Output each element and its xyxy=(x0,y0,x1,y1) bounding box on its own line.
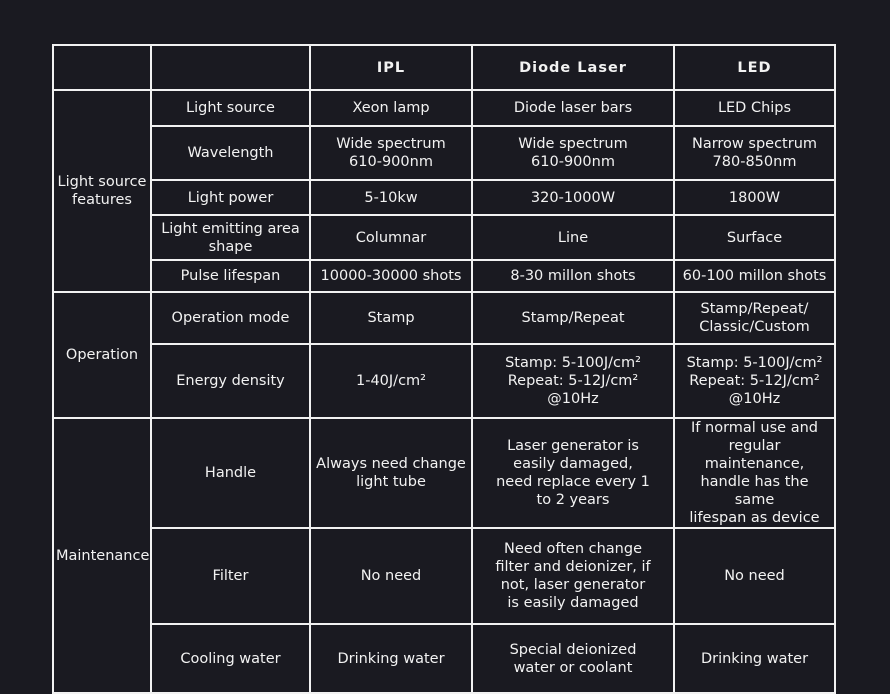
group-label-operation: Operation xyxy=(53,292,151,418)
row-label: Wavelength xyxy=(151,126,310,180)
cell-diode-laser: Laser generator is easily damaged, need replace every 1 to 2 years xyxy=(472,418,674,528)
cell-diode-laser: Stamp: 5-100J/cm² Repeat: 5-12J/cm² @10Hz xyxy=(472,344,674,418)
cell-diode-laser: Stamp/Repeat xyxy=(472,292,674,344)
table-row xyxy=(53,90,835,126)
cell-ipl: Stamp xyxy=(310,292,472,344)
table-row xyxy=(53,344,835,418)
cell-led: Stamp/Repeat/ Classic/Custom xyxy=(674,292,835,344)
cell-led: If normal use and regular maintenance, handle has the same lifespan as device xyxy=(674,418,835,528)
row-label: Operation mode xyxy=(151,292,310,344)
row-label: Light emitting area shape xyxy=(151,215,310,260)
cell-diode-laser: Line xyxy=(472,215,674,260)
cell-diode-laser: Wide spectrum 610-900nm xyxy=(472,126,674,180)
cell-ipl: Columnar xyxy=(310,215,472,260)
row-label: Light power xyxy=(151,180,310,215)
cell-diode-laser: Need often change filter and deionizer, if not, laser generator is easily damaged xyxy=(472,528,674,624)
cell-led: LED Chips xyxy=(674,90,835,126)
cell-diode-laser: 8-30 millon shots xyxy=(472,260,674,292)
table-row xyxy=(53,528,835,624)
table-row xyxy=(53,624,835,693)
group-label-maintenance: Maintenance xyxy=(53,418,151,693)
row-label: Handle xyxy=(151,418,310,528)
table-row xyxy=(53,215,835,260)
row-label: Cooling water xyxy=(151,624,310,693)
cell-ipl: Wide spectrum 610-900nm xyxy=(310,126,472,180)
cell-led: Surface xyxy=(674,215,835,260)
cell-led: 1800W xyxy=(674,180,835,215)
cell-ipl: No need xyxy=(310,528,472,624)
header-diode-laser: Diode Laser xyxy=(472,45,674,90)
table-row xyxy=(53,260,835,292)
cell-diode-laser: 320-1000W xyxy=(472,180,674,215)
cell-ipl: Always need change light tube xyxy=(310,418,472,528)
header-row xyxy=(53,45,835,90)
cell-ipl: 1-40J/cm² xyxy=(310,344,472,418)
table-row xyxy=(53,126,835,180)
cell-diode-laser: Diode laser bars xyxy=(472,90,674,126)
cell-led: Stamp: 5-100J/cm² Repeat: 5-12J/cm² @10Hz xyxy=(674,344,835,418)
header-group-cell xyxy=(53,45,151,90)
header-ipl: IPL xyxy=(310,45,472,90)
cell-led: No need xyxy=(674,528,835,624)
cell-led: Narrow spectrum 780-850nm xyxy=(674,126,835,180)
row-label: Filter xyxy=(151,528,310,624)
table-row xyxy=(53,292,835,344)
cell-ipl: Xeon lamp xyxy=(310,90,472,126)
row-label: Energy density xyxy=(151,344,310,418)
cell-led: 60-100 millon shots xyxy=(674,260,835,292)
row-label: Light source xyxy=(151,90,310,126)
header-led: LED xyxy=(674,45,835,90)
table-row xyxy=(53,418,835,528)
group-label-light-source-features: Light source features xyxy=(53,90,151,292)
table-row xyxy=(53,180,835,215)
header-row-label-cell xyxy=(151,45,310,90)
cell-diode-laser: Special deionized water or coolant xyxy=(472,624,674,693)
cell-ipl: 10000-30000 shots xyxy=(310,260,472,292)
cell-ipl: Drinking water xyxy=(310,624,472,693)
row-label: Pulse lifespan xyxy=(151,260,310,292)
cell-led: Drinking water xyxy=(674,624,835,693)
cell-ipl: 5-10kw xyxy=(310,180,472,215)
comparison-table xyxy=(52,44,836,694)
